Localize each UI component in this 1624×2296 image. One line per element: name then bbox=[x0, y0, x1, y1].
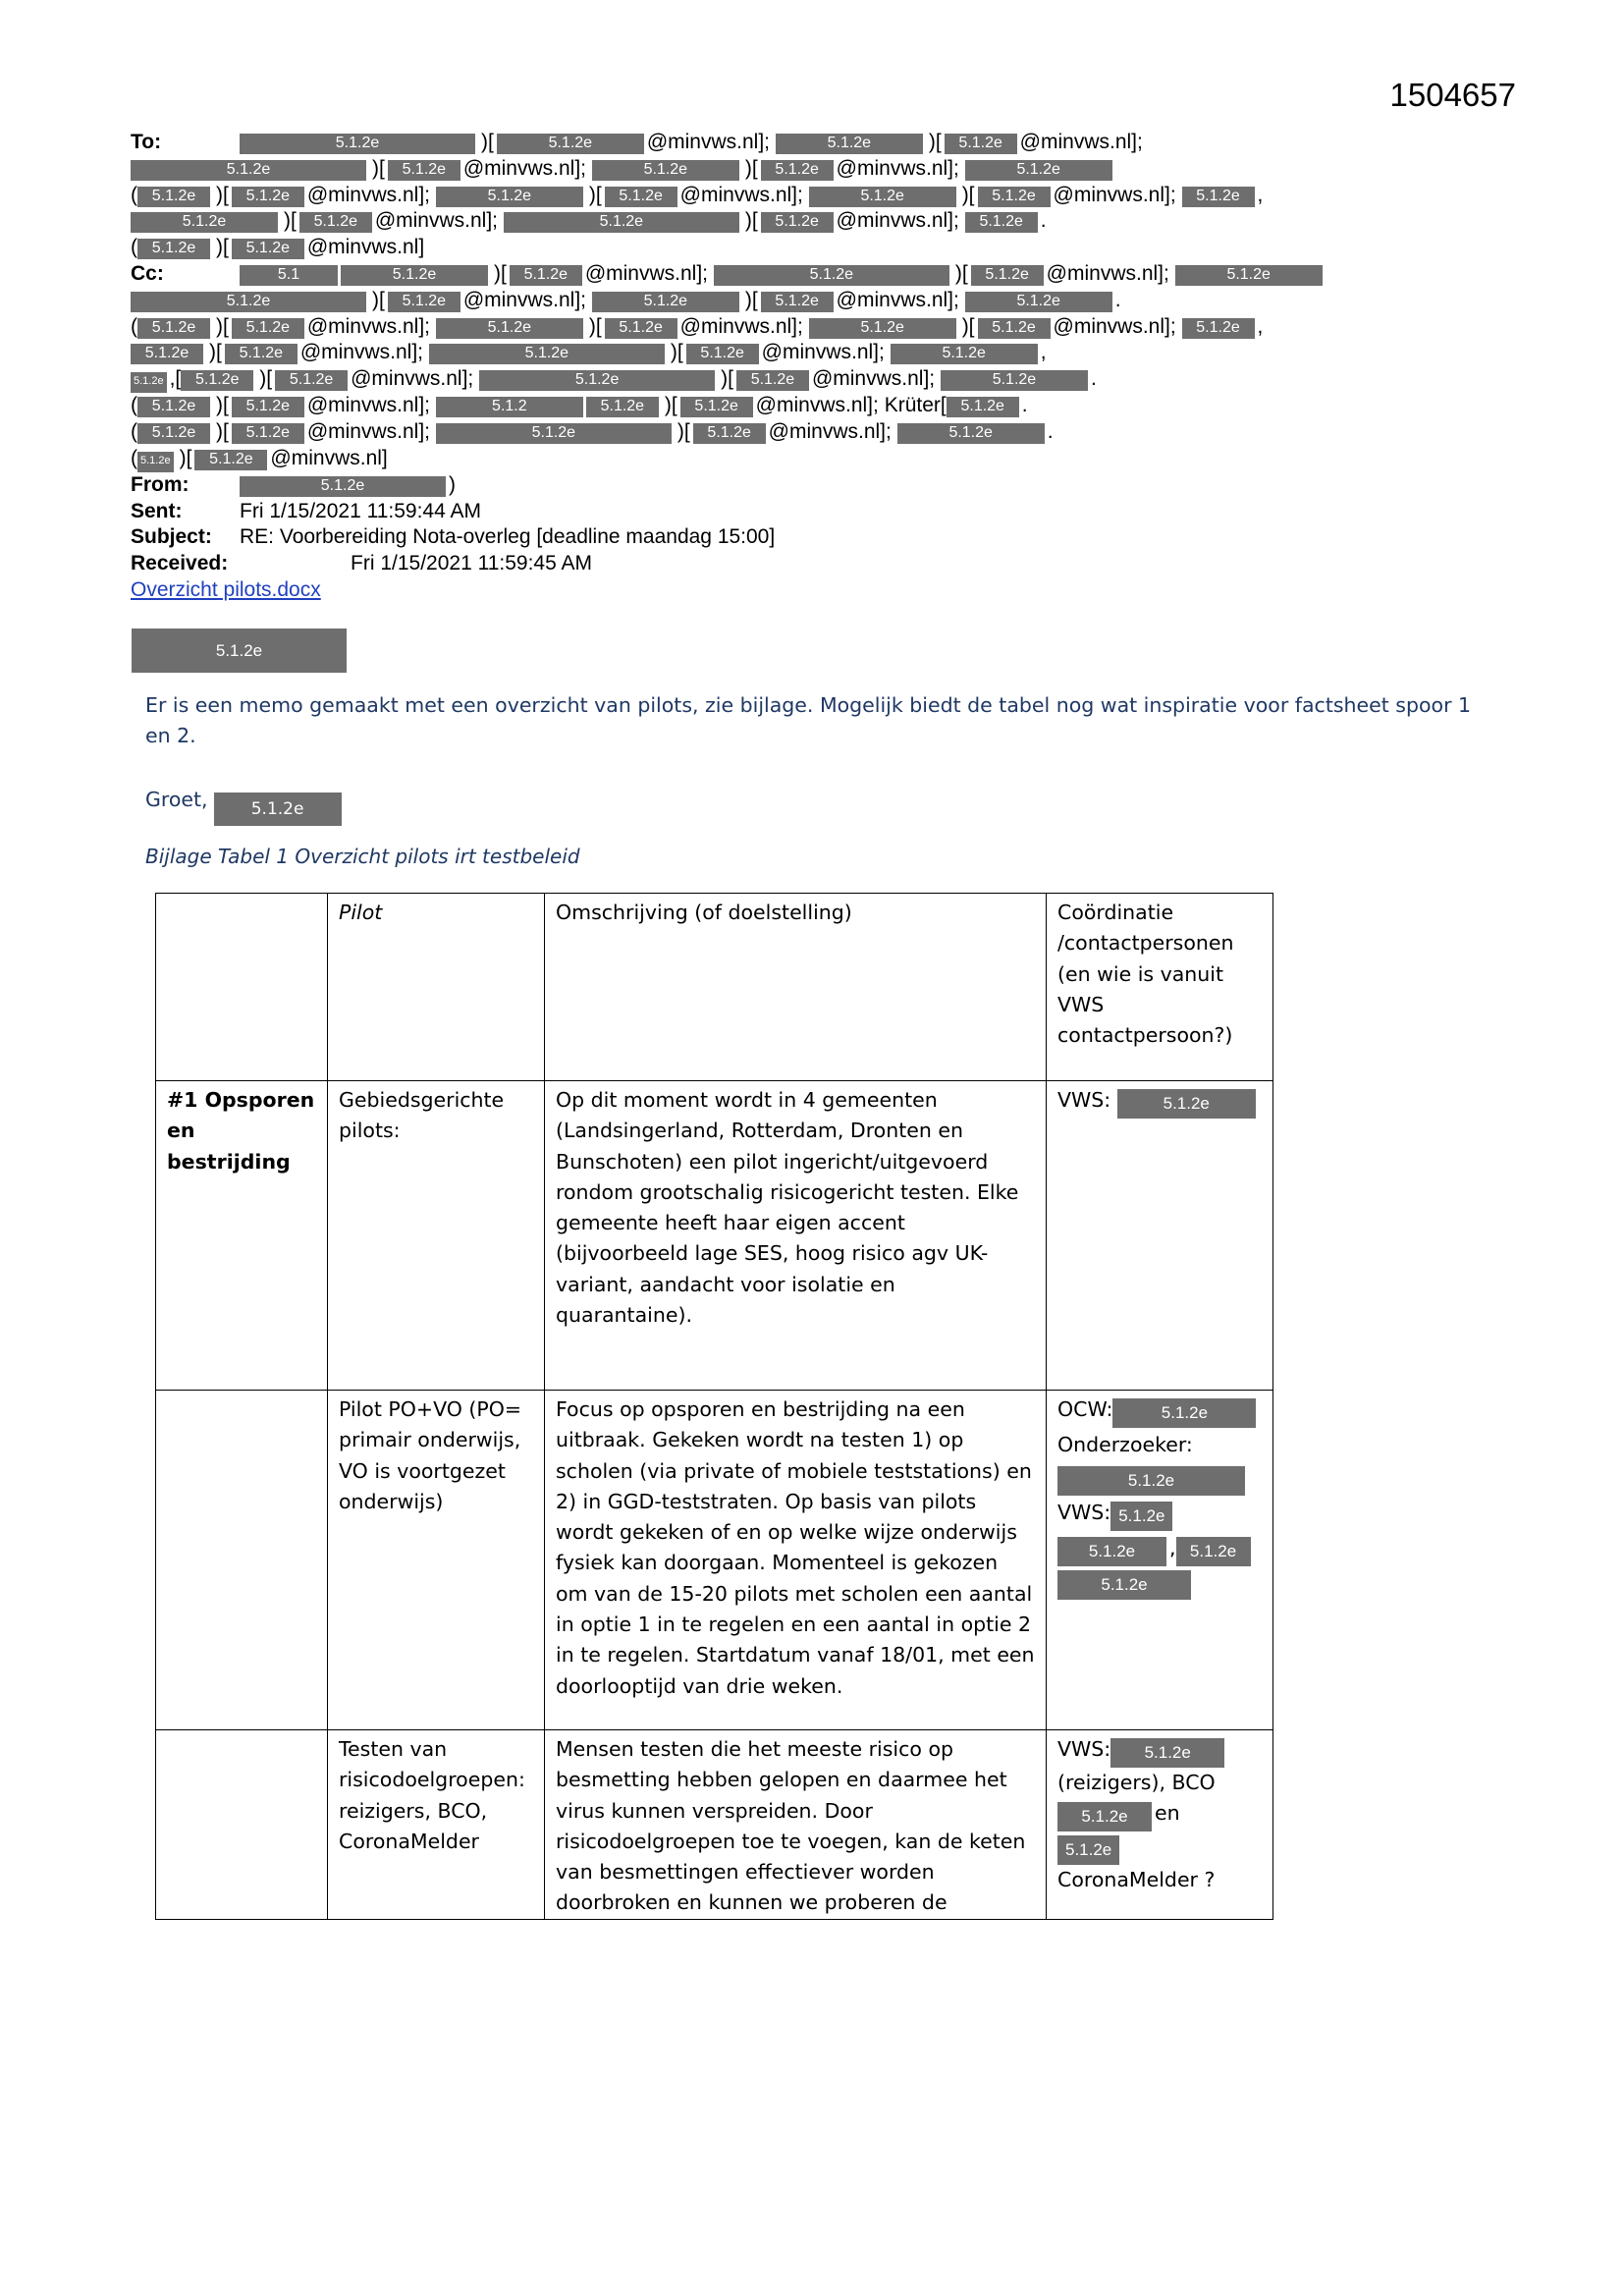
email-domain: @minvws.nl] bbox=[306, 236, 425, 259]
redaction: 5.1.2e bbox=[761, 212, 834, 233]
email-domain: @minvws.nl]; bbox=[679, 183, 803, 206]
redaction: 5.1.2e bbox=[947, 397, 1019, 417]
redaction: 5.1.2e bbox=[761, 160, 834, 181]
redaction: 5.1.2e bbox=[1057, 1537, 1166, 1566]
email-domain: @minvws.nl]; bbox=[836, 156, 959, 180]
header-cell bbox=[156, 894, 328, 1081]
redaction: 5.1.2e bbox=[341, 265, 488, 286]
email-domain: @minvws.nl]; bbox=[1046, 261, 1169, 285]
redaction: 5.1.2e bbox=[686, 344, 759, 364]
redaction: 5.1.2e bbox=[429, 344, 665, 364]
redaction: 5.1.2e bbox=[232, 318, 304, 339]
email-domain: @minvws.nl]; bbox=[1053, 314, 1176, 338]
contact-cell bbox=[1047, 1081, 1273, 1391]
redaction: 5.1.2e bbox=[586, 397, 659, 417]
pilot-cell: Testen van risicodoelgroepen: reizigers, BCO, CoronaMelder bbox=[328, 1730, 545, 1920]
table-row bbox=[156, 1081, 1273, 1391]
header-cell-description: Omschrijving (of doelstelling) bbox=[545, 894, 1047, 1081]
redaction: 5.1.2e bbox=[714, 265, 949, 286]
to-line-5: ( 5.1.2e )[ 5.1.2e @minvws.nl] bbox=[131, 236, 425, 259]
redaction: 5.1.2e bbox=[388, 160, 460, 181]
document-id: 1504657 bbox=[1389, 77, 1516, 113]
sent-label: Sent: bbox=[131, 499, 183, 522]
sender-name-redaction: 5.1.2e bbox=[132, 629, 347, 673]
redaction: 5.1.2e bbox=[897, 423, 1045, 444]
redaction: 5.1.2e bbox=[131, 292, 366, 312]
table-row bbox=[156, 1730, 1273, 1920]
subject-row bbox=[131, 524, 1495, 551]
cc-label: Cc: bbox=[131, 261, 164, 285]
cc-line-8: ( 5.1.2e )[ 5.1.2e @minvws.nl] bbox=[131, 446, 1495, 472]
redaction: 5.1.2e bbox=[1182, 187, 1255, 207]
pilot-cell: Gebiedsgerichte pilots: bbox=[328, 1081, 545, 1391]
description-cell: Focus op opsporen en bestrijding na een uitbraak. Gekeken wordt na testen 1) op scholen (via private of mobiele teststations) en 2) in GGD-teststraten. Op basis van pilots wordt gekeken of en op welke wijze onderwijs fysiek kan doorgaan. Momenteel is gekozen om van de 15-20 pilots met scholen een aantal in optie 1 in te regelen en een aantal in optie 2 in te regelen. Startdatum vanaf 18/01, met een doorlooptijd van drie weken. bbox=[545, 1391, 1047, 1730]
redaction: 5.1.2e bbox=[965, 292, 1112, 312]
email-domain: @minvws.nl]; bbox=[299, 341, 423, 364]
redaction: 5.1.2e bbox=[1110, 1502, 1172, 1531]
redaction: 5.1.2e bbox=[978, 318, 1051, 339]
greeting bbox=[145, 784, 345, 826]
redaction: 5.1.2e bbox=[232, 397, 304, 417]
redaction: 5.1.2e bbox=[131, 212, 278, 233]
redaction: 5.1.2e bbox=[510, 265, 582, 286]
redaction: 5.1.2e bbox=[965, 212, 1038, 233]
redaction: 5.1.2e bbox=[965, 160, 1112, 181]
pilot-cell: Pilot PO+VO (PO= primair onderwijs, VO is voortgezet onderwijs) bbox=[328, 1391, 545, 1730]
to-line-1: To: 5.1.2e )[ 5.1.2e @minvws.nl]; 5.1.2e )[ 5.1.2e @minvws.nl]; bbox=[131, 130, 1495, 156]
pilots-table bbox=[155, 893, 1273, 1920]
subject-label: Subject: bbox=[131, 525, 212, 549]
contact-text: CoronaMelder ? bbox=[1057, 1868, 1216, 1892]
contact-label: OCW: bbox=[1057, 1397, 1113, 1421]
email-domain: @minvws.nl]; bbox=[306, 183, 430, 206]
redaction: 5.1.2e bbox=[693, 423, 766, 444]
redaction: 5.1.2e bbox=[181, 370, 253, 391]
email-header bbox=[131, 130, 1495, 604]
redaction: 5.1.2e bbox=[131, 344, 203, 364]
contact-label: VWS: bbox=[1057, 1501, 1111, 1525]
to-label: To: bbox=[131, 131, 162, 153]
redaction: 5.1.2e bbox=[479, 370, 715, 391]
redaction: 5.1.2e bbox=[978, 187, 1051, 207]
redaction: 5.1.2e bbox=[1057, 1570, 1191, 1600]
cc-line-5: 5.1.2e ,[ 5.1.2e )[ 5.1.2e @minvws.nl]; 5.1.2e )[ 5.1.2e @minvws.nl]; 5.1.2e . bbox=[131, 366, 1495, 393]
section-cell bbox=[156, 1391, 328, 1730]
email-domain: @minvws.nl]; bbox=[306, 394, 430, 417]
redaction: 5.1.2e bbox=[225, 344, 298, 364]
section-cell: #1 Opsporen en bestrijding bbox=[156, 1081, 328, 1391]
redaction: 5.1.2e bbox=[736, 370, 809, 391]
redaction: 5.1.2e bbox=[809, 318, 956, 339]
table-caption: Bijlage Tabel 1 Overzicht pilots irt testbeleid bbox=[145, 845, 580, 868]
to-line-3: ( 5.1.2e )[ 5.1.2e @minvws.nl]; 5.1.2e )[ 5.1.2e @minvws.nl]; 5.1.2e )[ 5.1.2e @minvws.nl]; 5.1.2e , bbox=[131, 183, 1264, 206]
redaction: 5.1.2e bbox=[504, 212, 739, 233]
email-domain: @minvws.nl]; bbox=[584, 261, 708, 285]
contact-label: VWS: bbox=[1057, 1737, 1111, 1761]
email-domain: @minvws.nl]; bbox=[811, 367, 936, 391]
to-line-2: 5.1.2e )[ 5.1.2e @minvws.nl]; 5.1.2e )[ 5.1.2e @minvws.nl]; 5.1.2e bbox=[131, 156, 1495, 183]
redaction: 5.1.2e bbox=[131, 372, 167, 393]
redaction: 5.1 bbox=[240, 265, 338, 286]
contact-label: Onderzoeker: bbox=[1057, 1433, 1193, 1456]
redaction: 5.1.2e bbox=[1110, 1738, 1224, 1768]
redaction: 5.1.2e bbox=[1057, 1802, 1152, 1831]
redaction: 5.1.2e bbox=[971, 265, 1044, 286]
redaction: 5.1.2e bbox=[137, 423, 210, 444]
description-cell: Op dit moment wordt in 4 gemeenten (Landsingerland, Rotterdam, Dronten en Bunschoten) een pilot ingericht/uitgevoerd rondom grootschalig risicogericht testen. Elke gemeente heeft haar eigen accent (bijvoorbeeld lage SES, hoog risico agv UK-variant, aandacht voor isolatie en quarantaine). bbox=[545, 1081, 1047, 1391]
email-domain: @minvws.nl]; bbox=[761, 341, 885, 364]
redaction: 5.1.2e bbox=[299, 212, 372, 233]
email-domain: @minvws.nl]; bbox=[306, 314, 430, 338]
redaction: 5.1.2e bbox=[776, 134, 923, 154]
cc-line-7: ( 5.1.2e )[ 5.1.2e @minvws.nl]; 5.1.2e )[ 5.1.2e @minvws.nl]; 5.1.2e . bbox=[131, 419, 1054, 443]
redaction: 5.1.2e bbox=[436, 318, 583, 339]
received-label: Received: bbox=[131, 552, 229, 575]
redaction: 5.1.2e bbox=[137, 318, 210, 339]
email-domain: @minvws.nl]; bbox=[646, 131, 770, 153]
table-header-row bbox=[156, 894, 1273, 1081]
cc-line-4: 5.1.2e )[ 5.1.2e @minvws.nl]; 5.1.2e )[ 5.1.2e @minvws.nl]; 5.1.2e , bbox=[131, 340, 1495, 366]
message-body: Er is een memo gemaakt met een overzicht van pilots, zie bijlage. Mogelijk biedt de tabel nog wat inspiratie voor factsheet spoor 1 en 2. bbox=[145, 693, 1472, 747]
redaction: 5.1.2e bbox=[1182, 318, 1255, 339]
email-domain: @minvws.nl]; bbox=[1053, 183, 1176, 206]
email-domain: @minvws.nl]; bbox=[462, 288, 586, 311]
redaction: 5.1.2e bbox=[436, 187, 583, 207]
redaction: 5.1.2e bbox=[137, 187, 210, 207]
email-domain: @minvws.nl]; bbox=[351, 367, 474, 391]
redaction: 5.1.2e bbox=[194, 450, 267, 470]
redaction: 5.1.2e bbox=[137, 397, 210, 417]
redaction: 5.1.2e bbox=[592, 160, 739, 181]
redaction: 5.1.2e bbox=[1057, 1466, 1245, 1496]
to-line-4: 5.1.2e )[ 5.1.2e @minvws.nl]; 5.1.2e )[ 5.1.2e @minvws.nl]; 5.1.2e . bbox=[131, 208, 1495, 235]
greeting-text: Groet, bbox=[145, 788, 208, 811]
redaction: 5.1.2e bbox=[232, 187, 304, 207]
redaction: 5.1.2e bbox=[232, 239, 304, 259]
cc-line-2: 5.1.2e )[ 5.1.2e @minvws.nl]; 5.1.2e )[ 5.1.2e @minvws.nl]; 5.1.2e . bbox=[131, 288, 1495, 314]
redaction: 5.1.2e bbox=[497, 134, 644, 154]
redaction: 5.1.2e bbox=[275, 370, 348, 391]
email-domain: @minvws.nl]; bbox=[374, 209, 498, 233]
redaction: 5.1.2e bbox=[137, 239, 210, 259]
email-domain: @minvws.nl]; bbox=[462, 156, 586, 180]
email-domain: @minvws.nl]; bbox=[679, 314, 803, 338]
contact-cell bbox=[1047, 1730, 1273, 1920]
email-domain: @minvws.nl]; bbox=[1019, 131, 1143, 153]
received-row bbox=[131, 551, 1495, 577]
cc-line-6: ( 5.1.2e )[ 5.1.2e @minvws.nl]; 5.1.2 5.1.2e )[ 5.1.2e @minvws.nl]; Krüter[ 5.1.2e . bbox=[131, 394, 1028, 417]
redaction: 5.1.2e bbox=[1057, 1835, 1119, 1865]
sent-row bbox=[131, 499, 1495, 525]
redaction: 5.1.2e bbox=[137, 452, 174, 472]
redaction: 5.1.2e bbox=[1117, 1089, 1256, 1119]
subject-value: RE: Voorbereiding Nota-overleg [deadline maandag 15:00] bbox=[240, 525, 776, 549]
redaction: 5.1.2e bbox=[809, 187, 956, 207]
redaction: 5.1.2e bbox=[240, 134, 475, 154]
from-label: From: bbox=[131, 472, 189, 496]
description-cell: Mensen testen die het meeste risico op besmetting hebben gelopen en daarmee het virus kunnen verspreiden. Door risicodoelgroepen toe te voegen, kan de keten van besmettingen effectiever worden doorbroken en kunnen we proberen de bbox=[545, 1730, 1047, 1920]
redaction: 5.1.2e bbox=[240, 476, 446, 497]
redaction: 5.1.2e bbox=[680, 397, 753, 417]
redaction: 5.1.2e bbox=[592, 292, 739, 312]
redaction: 5.1.2e bbox=[605, 187, 677, 207]
redaction: 5.1.2e bbox=[945, 134, 1017, 154]
redaction: 5.1.2e bbox=[1175, 265, 1323, 286]
redaction: 5.1.2e bbox=[761, 292, 834, 312]
table-row bbox=[156, 1391, 1273, 1730]
redaction: 5.1.2e bbox=[891, 344, 1038, 364]
contact-text: (reizigers), BCO bbox=[1057, 1771, 1216, 1794]
sent-value: Fri 1/15/2021 11:59:44 AM bbox=[240, 499, 481, 522]
received-value: Fri 1/15/2021 11:59:45 AM bbox=[351, 552, 592, 575]
redaction: 5.1.2e bbox=[605, 318, 677, 339]
from-row: From: 5.1.2e ) bbox=[131, 472, 1495, 499]
email-domain: @minvws.nl]; bbox=[306, 419, 430, 443]
attachment-link[interactable]: Overzicht pilots.docx bbox=[131, 577, 321, 601]
email-domain: @minvws.nl]; bbox=[836, 288, 959, 311]
cc-line-1: Cc: 5.1 5.1.2e )[ 5.1.2e @minvws.nl]; 5.1.2e )[ 5.1.2e @minvws.nl]; 5.1.2e bbox=[131, 261, 1495, 288]
redaction: 5.1.2e bbox=[1176, 1537, 1251, 1566]
attachment-row bbox=[131, 577, 1495, 604]
named-recipient: Krüter[ bbox=[884, 394, 947, 417]
email-domain: @minvws.nl]; bbox=[836, 209, 959, 233]
cc-line-3: ( 5.1.2e )[ 5.1.2e @minvws.nl]; 5.1.2e )[ 5.1.2e @minvws.nl]; 5.1.2e )[ 5.1.2e @minvws.nl]; 5.1.2e , bbox=[131, 314, 1264, 338]
redaction: 5.1.2e bbox=[388, 292, 460, 312]
contact-text: en bbox=[1155, 1801, 1180, 1826]
header-cell-contacts: Coördinatie /contactpersonen (en wie is vanuit VWS contactpersoon?) bbox=[1047, 894, 1273, 1081]
email-domain: @minvws.nl] bbox=[270, 446, 388, 469]
email-domain: @minvws.nl]; bbox=[755, 394, 879, 417]
contact-label: VWS: bbox=[1057, 1088, 1111, 1112]
redaction: 5.1.2e bbox=[131, 160, 366, 181]
section-cell bbox=[156, 1730, 328, 1920]
redaction: 5.1.2e bbox=[1112, 1398, 1256, 1428]
email-domain: @minvws.nl]; bbox=[768, 419, 892, 443]
contact-cell: OCW: 5.1.2e Onderzoeker: 5.1.2e VWS: 5.1.2e 5.1.2e , 5.1.2e 5.1.2e bbox=[1047, 1391, 1273, 1730]
redaction: 5.1.2e bbox=[214, 793, 342, 826]
redaction: 5.1.2e bbox=[436, 423, 672, 444]
redaction: 5.1.2e bbox=[941, 370, 1088, 391]
header-cell-pilot: Pilot bbox=[328, 894, 545, 1081]
redaction: 5.1.2 bbox=[436, 397, 583, 417]
redaction: 5.1.2e bbox=[232, 423, 304, 444]
